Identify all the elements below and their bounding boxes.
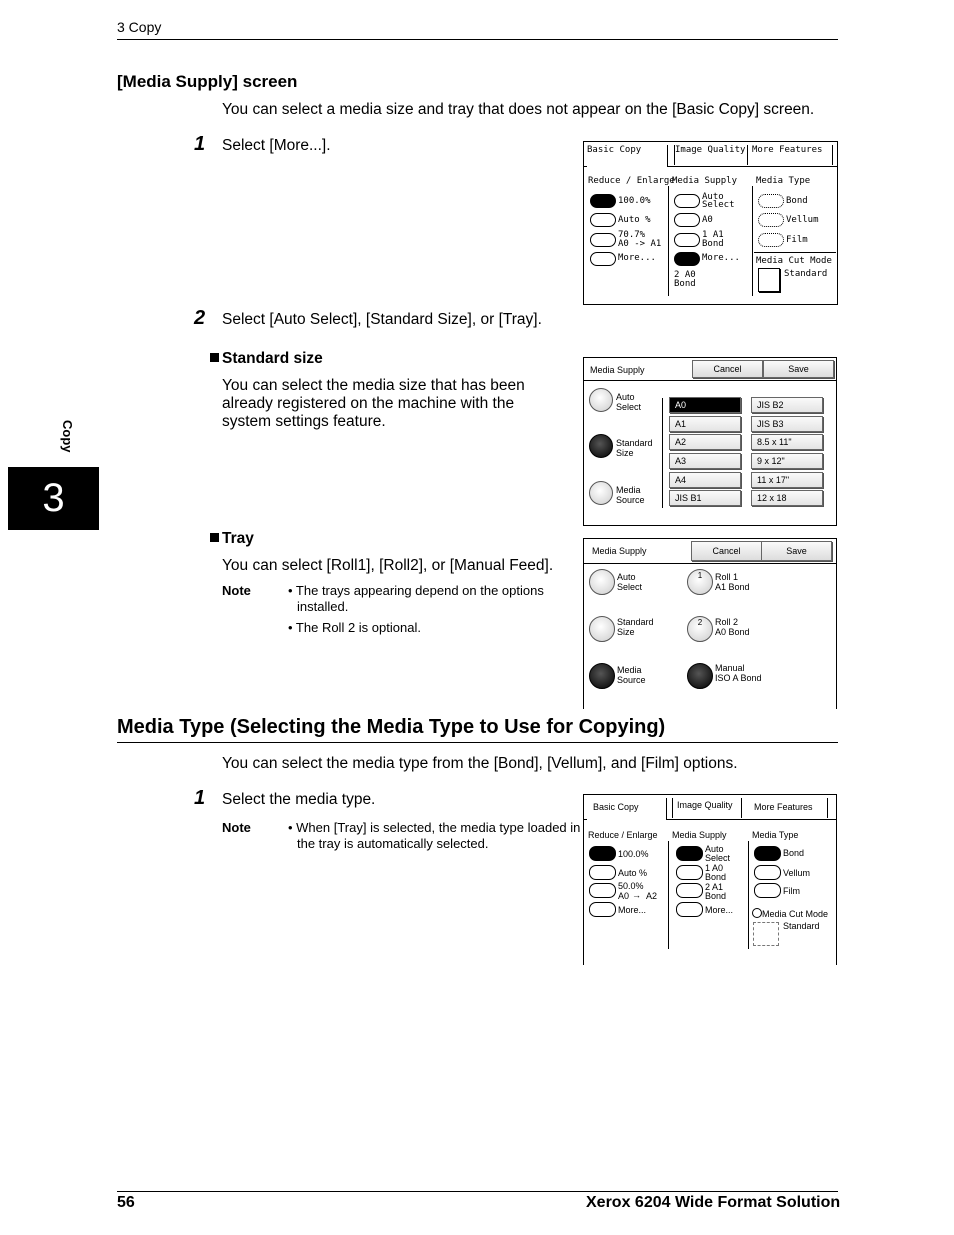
label: Select — [617, 582, 643, 592]
cancel-button[interactable]: Cancel — [692, 360, 763, 378]
auto-select-radio[interactable] — [589, 569, 615, 595]
label: 50.0% — [618, 881, 644, 891]
label: Auto — [617, 572, 636, 582]
reduce-more-button[interactable] — [590, 252, 616, 266]
label: Roll 1 — [715, 572, 739, 582]
label: Vellum — [783, 868, 811, 878]
manual-feed-radio[interactable] — [687, 663, 713, 689]
tab-image-quality[interactable]: Image Quality — [672, 798, 742, 818]
cut-mode-button[interactable] — [758, 268, 780, 292]
label: A1 Bond — [715, 582, 750, 592]
note-label: Note — [222, 583, 251, 598]
label: Film — [783, 886, 800, 896]
tab-basic-copy[interactable]: Basic Copy — [587, 145, 668, 167]
label: 100.0% — [618, 196, 651, 206]
size-12x18-button[interactable]: 12 x 18 — [751, 490, 823, 506]
label: Auto % — [618, 868, 648, 878]
label: Media — [617, 665, 642, 675]
side-tab-number: 3 — [8, 467, 99, 530]
footer-rule — [117, 1191, 838, 1192]
label: Film — [786, 235, 808, 245]
label: 1 A1 — [702, 230, 724, 240]
label: Standard — [616, 438, 653, 448]
label: Auto % — [618, 215, 651, 225]
film-button[interactable] — [758, 233, 784, 247]
label: 70.7% — [618, 230, 646, 240]
step-text: Select the media type. — [222, 791, 376, 808]
col-title-media-supply: Media Supply — [672, 830, 727, 840]
size-a3-button[interactable]: A3 — [669, 453, 741, 469]
label: Standard — [617, 617, 654, 627]
label: Standard — [783, 921, 820, 931]
subheading-standard-size: Standard size — [210, 350, 323, 368]
label: Select — [616, 402, 642, 412]
page-number: 56 — [117, 1194, 135, 1211]
standard-size-radio[interactable] — [589, 616, 615, 642]
chapter-header: 3 Copy — [117, 19, 162, 35]
label: Bond — [674, 279, 696, 289]
size-a4-button[interactable]: A4 — [669, 472, 741, 488]
tray1-button[interactable] — [676, 865, 703, 880]
section-title-media-supply: [Media Supply] screen — [117, 72, 298, 91]
cut-mode-button[interactable] — [753, 922, 779, 946]
size-jisb1-button[interactable]: JIS B1 — [669, 490, 741, 506]
col-title-reduce: Reduce / Enlarge — [588, 830, 658, 840]
step-text: Select [Auto Select], [Standard Size], or [Tray]. — [222, 311, 542, 328]
label: ISO A Bond — [715, 673, 762, 683]
label: Select — [702, 200, 735, 210]
cut-mode-indicator-icon — [752, 908, 762, 918]
size-a2-button[interactable]: A2 — [669, 434, 741, 450]
subheading-tray: Tray — [210, 530, 254, 548]
arrow-right-icon: → — [632, 890, 641, 900]
auto-percent-button[interactable] — [589, 865, 616, 880]
label: Auto — [702, 192, 724, 202]
vellum-button[interactable] — [754, 865, 781, 880]
label: 2 A0 — [674, 270, 696, 280]
tab-image-quality[interactable]: Image Quality — [674, 145, 748, 165]
reduce-100-button[interactable] — [589, 846, 616, 861]
bond-button[interactable] — [758, 194, 784, 208]
size-11x17-button[interactable]: 11 x 17" — [751, 472, 823, 488]
step-number: 2 — [194, 307, 206, 329]
note-item: • The Roll 2 is optional. — [288, 620, 421, 635]
auto-select-button[interactable] — [676, 846, 703, 861]
reduce-100-button[interactable] — [590, 194, 616, 208]
label: Select — [705, 853, 731, 863]
basic-copy-screen-2 — [583, 794, 837, 965]
header-rule — [117, 39, 838, 40]
a0-button[interactable] — [674, 213, 700, 227]
label: Bond — [702, 239, 724, 249]
label: Bond — [705, 891, 727, 901]
auto-percent-button[interactable] — [590, 213, 616, 227]
side-tab-label: Copy — [60, 420, 75, 453]
step-number: 1 — [194, 787, 206, 809]
basic-copy-screen-1 — [583, 141, 838, 305]
label: Source — [617, 675, 646, 685]
tray2-button[interactable] — [676, 883, 703, 898]
roll2-radio[interactable]: 2 — [687, 616, 713, 642]
step-text: Select [More...]. — [222, 137, 331, 154]
vellum-button[interactable] — [758, 213, 784, 227]
label: More... — [702, 253, 740, 263]
size-9x12-button[interactable]: 9 x 12" — [751, 453, 823, 469]
panel-title: Media Supply — [592, 546, 647, 556]
label: 100.0% — [618, 849, 649, 859]
panel-title: Media Supply — [590, 365, 645, 375]
tab-more-features[interactable]: More Features — [752, 145, 833, 165]
label: A0 — [702, 215, 713, 225]
save-button[interactable]: Save — [761, 541, 832, 561]
tray-text: You can select [Roll1], [Roll2], or [Manual Feed]. — [222, 557, 554, 574]
section-title-media-type: Media Type (Selecting the Media Type to Use for Copying) — [117, 716, 666, 738]
size-letter-button[interactable]: 8.5 x 11" — [751, 434, 823, 450]
product-name: Xerox 6204 Wide Format Solution — [586, 1194, 841, 1211]
auto-select-button[interactable] — [674, 194, 700, 208]
roll1-radio[interactable]: 1 — [687, 569, 713, 595]
section2-intro: You can select the media type from the [Bond], [Vellum], and [Film] options. — [222, 755, 738, 772]
size-jisb3-button[interactable]: JIS B3 — [751, 416, 823, 432]
label: Manual — [715, 663, 745, 673]
label: Roll 2 — [715, 617, 739, 627]
label: Size — [616, 448, 634, 458]
label: More... — [618, 253, 656, 263]
label: 2 A1 — [705, 882, 724, 892]
media-supply-more-button[interactable] — [674, 252, 700, 266]
media-supply-tray-screen — [583, 538, 837, 709]
save-button[interactable]: Save — [763, 360, 834, 378]
label: Bond — [783, 848, 805, 858]
label: A0 -> A1 — [618, 239, 662, 249]
cancel-button[interactable]: Cancel — [691, 541, 762, 561]
section-rule — [117, 742, 838, 743]
media-supply-standard-screen — [583, 357, 837, 526]
bond-button[interactable] — [754, 846, 781, 861]
label: Bond — [786, 196, 808, 206]
step-number: 1 — [194, 133, 206, 155]
col-title-media-supply: Media Supply — [672, 176, 738, 186]
note-item: • The trays appearing depend on the options installed. — [288, 583, 544, 614]
label: More... — [705, 905, 734, 915]
label: Media Cut Mode — [756, 256, 832, 266]
film-button[interactable] — [754, 883, 781, 898]
preset-50-button[interactable] — [589, 883, 616, 898]
label: Bond — [705, 872, 727, 882]
label: Auto — [705, 844, 724, 854]
size-a1-button[interactable]: A1 — [669, 416, 741, 432]
label: Vellum — [786, 215, 819, 225]
col-title-reduce: Reduce / Enlarge — [588, 176, 675, 186]
media-source-radio[interactable] — [589, 663, 615, 689]
note-item: • When [Tray] is selected, the media type loaded in the tray is automatically selected. — [288, 820, 581, 851]
label: 1 A0 — [705, 863, 724, 873]
reduce-more-button[interactable] — [589, 902, 616, 917]
note-label: Note — [222, 820, 251, 835]
standard-size-text: You can select the media size that has been already registered on the machine with the system settings feature. — [222, 377, 525, 430]
tray1-button[interactable] — [674, 233, 700, 247]
label: Auto — [616, 392, 635, 402]
section1-intro: You can select a media size and tray that does not appear on the [Basic Copy] screen. — [222, 101, 815, 118]
label: Media Cut Mode — [762, 909, 829, 919]
col-title-media-type: Media Type — [756, 176, 811, 186]
media-supply-more-button[interactable] — [676, 902, 703, 917]
label: A0 Bond — [715, 627, 750, 637]
label: More... — [618, 905, 647, 915]
tab-basic-copy[interactable]: Basic Copy — [587, 798, 667, 820]
preset-70-button[interactable] — [590, 233, 616, 247]
col-title-media-type: Media Type — [752, 830, 799, 840]
size-jisb2-button[interactable]: JIS B2 — [751, 397, 823, 413]
label: Standard — [784, 269, 828, 279]
label: Media — [616, 485, 641, 495]
size-a0-button[interactable]: A0 — [669, 397, 741, 413]
label: Size — [617, 627, 635, 637]
standard-size-radio[interactable] — [589, 434, 613, 458]
label: A2 — [646, 891, 658, 901]
media-source-radio[interactable] — [589, 481, 613, 505]
label: A0 — [618, 891, 630, 901]
tab-more-features[interactable]: More Features — [748, 798, 828, 818]
auto-select-radio[interactable] — [589, 388, 613, 412]
label: Source — [616, 495, 645, 505]
